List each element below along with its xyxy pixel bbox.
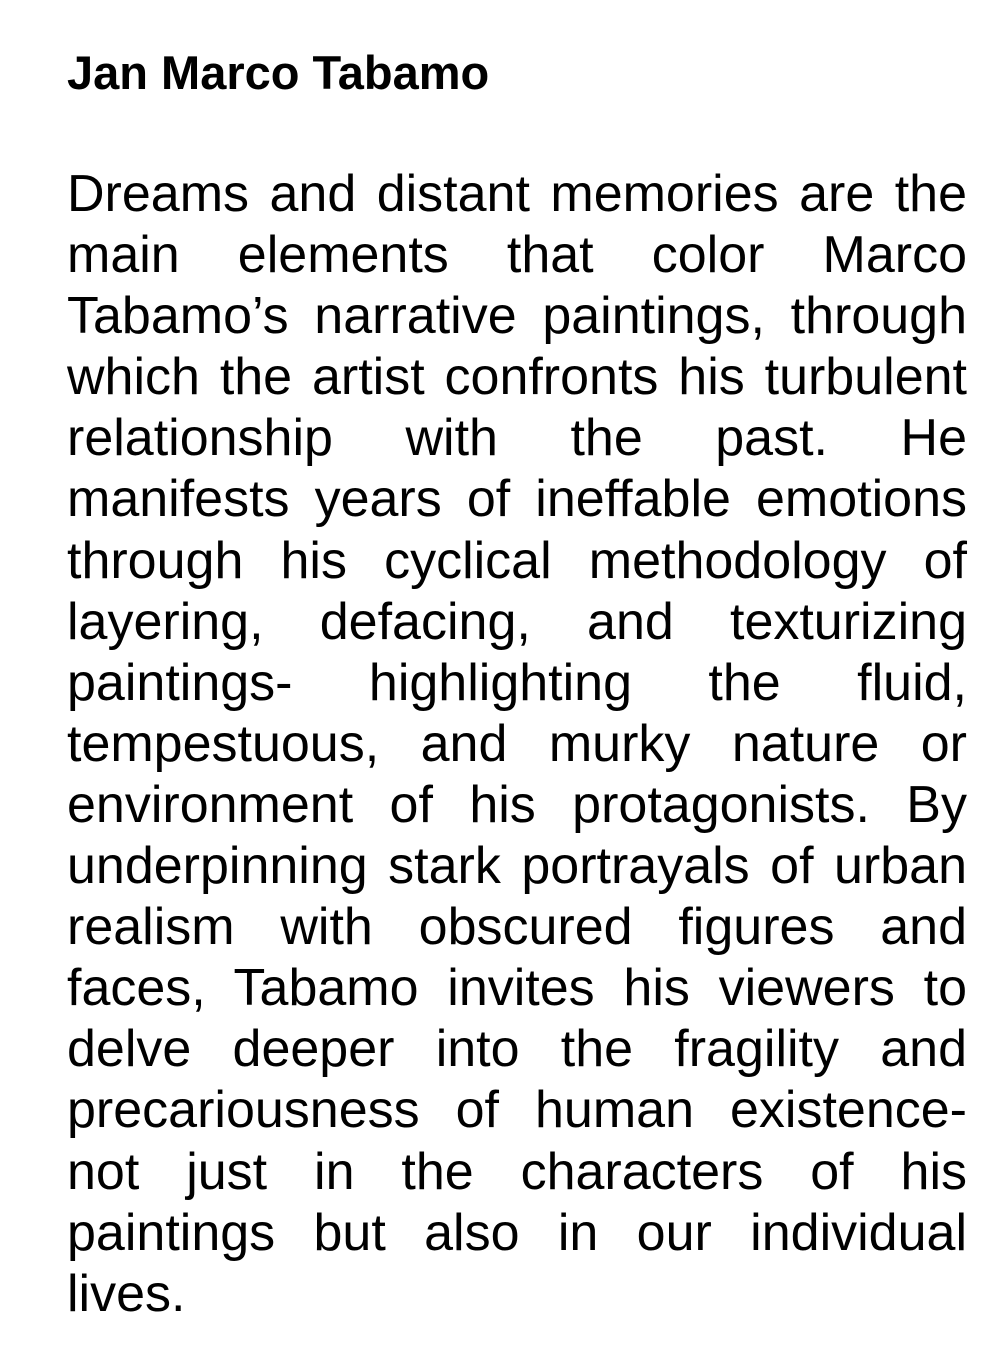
paragraph-line: main elements that color Marco — [67, 226, 967, 285]
paragraph-line: paintings- highlighting the fluid, — [67, 653, 967, 712]
paragraph-line: Dreams and distant memories are the — [67, 165, 967, 223]
paragraph-line: which the artist confronts his turbulent — [67, 348, 967, 407]
paragraph-line: environment of his protagonists. By — [67, 775, 967, 834]
paragraph-line: realism with obscured figures and — [67, 898, 967, 957]
document-page — [67, 38, 967, 1325]
paragraph-line: Tabamo’s narrative paintings, through — [67, 287, 967, 346]
paragraph-line: manifests years of ineffable emotions — [67, 470, 967, 529]
body-paragraph — [67, 164, 967, 1325]
paragraph-line: underpinning stark portrayals of urban — [67, 837, 967, 896]
paragraph-line: layering, defacing, and texturizing — [67, 592, 967, 651]
paragraph-line: faces, Tabamo invites his viewers to — [67, 959, 967, 1018]
document-title: Jan Marco Tabamo — [67, 46, 490, 99]
paragraph-line: precariousness of human existence- — [67, 1081, 967, 1140]
paragraph-line: relationship with the past. He — [67, 409, 967, 468]
paragraph-line: tempestuous, and murky nature or — [67, 714, 967, 773]
paragraph-line: through his cyclical methodology of — [67, 531, 967, 590]
paragraph-line: not just in the characters of his — [67, 1142, 967, 1201]
paragraph-line: paintings but also in our individual — [67, 1203, 967, 1262]
paragraph-line: lives. — [67, 1264, 186, 1323]
paragraph-line: delve deeper into the fragility and — [67, 1020, 967, 1079]
